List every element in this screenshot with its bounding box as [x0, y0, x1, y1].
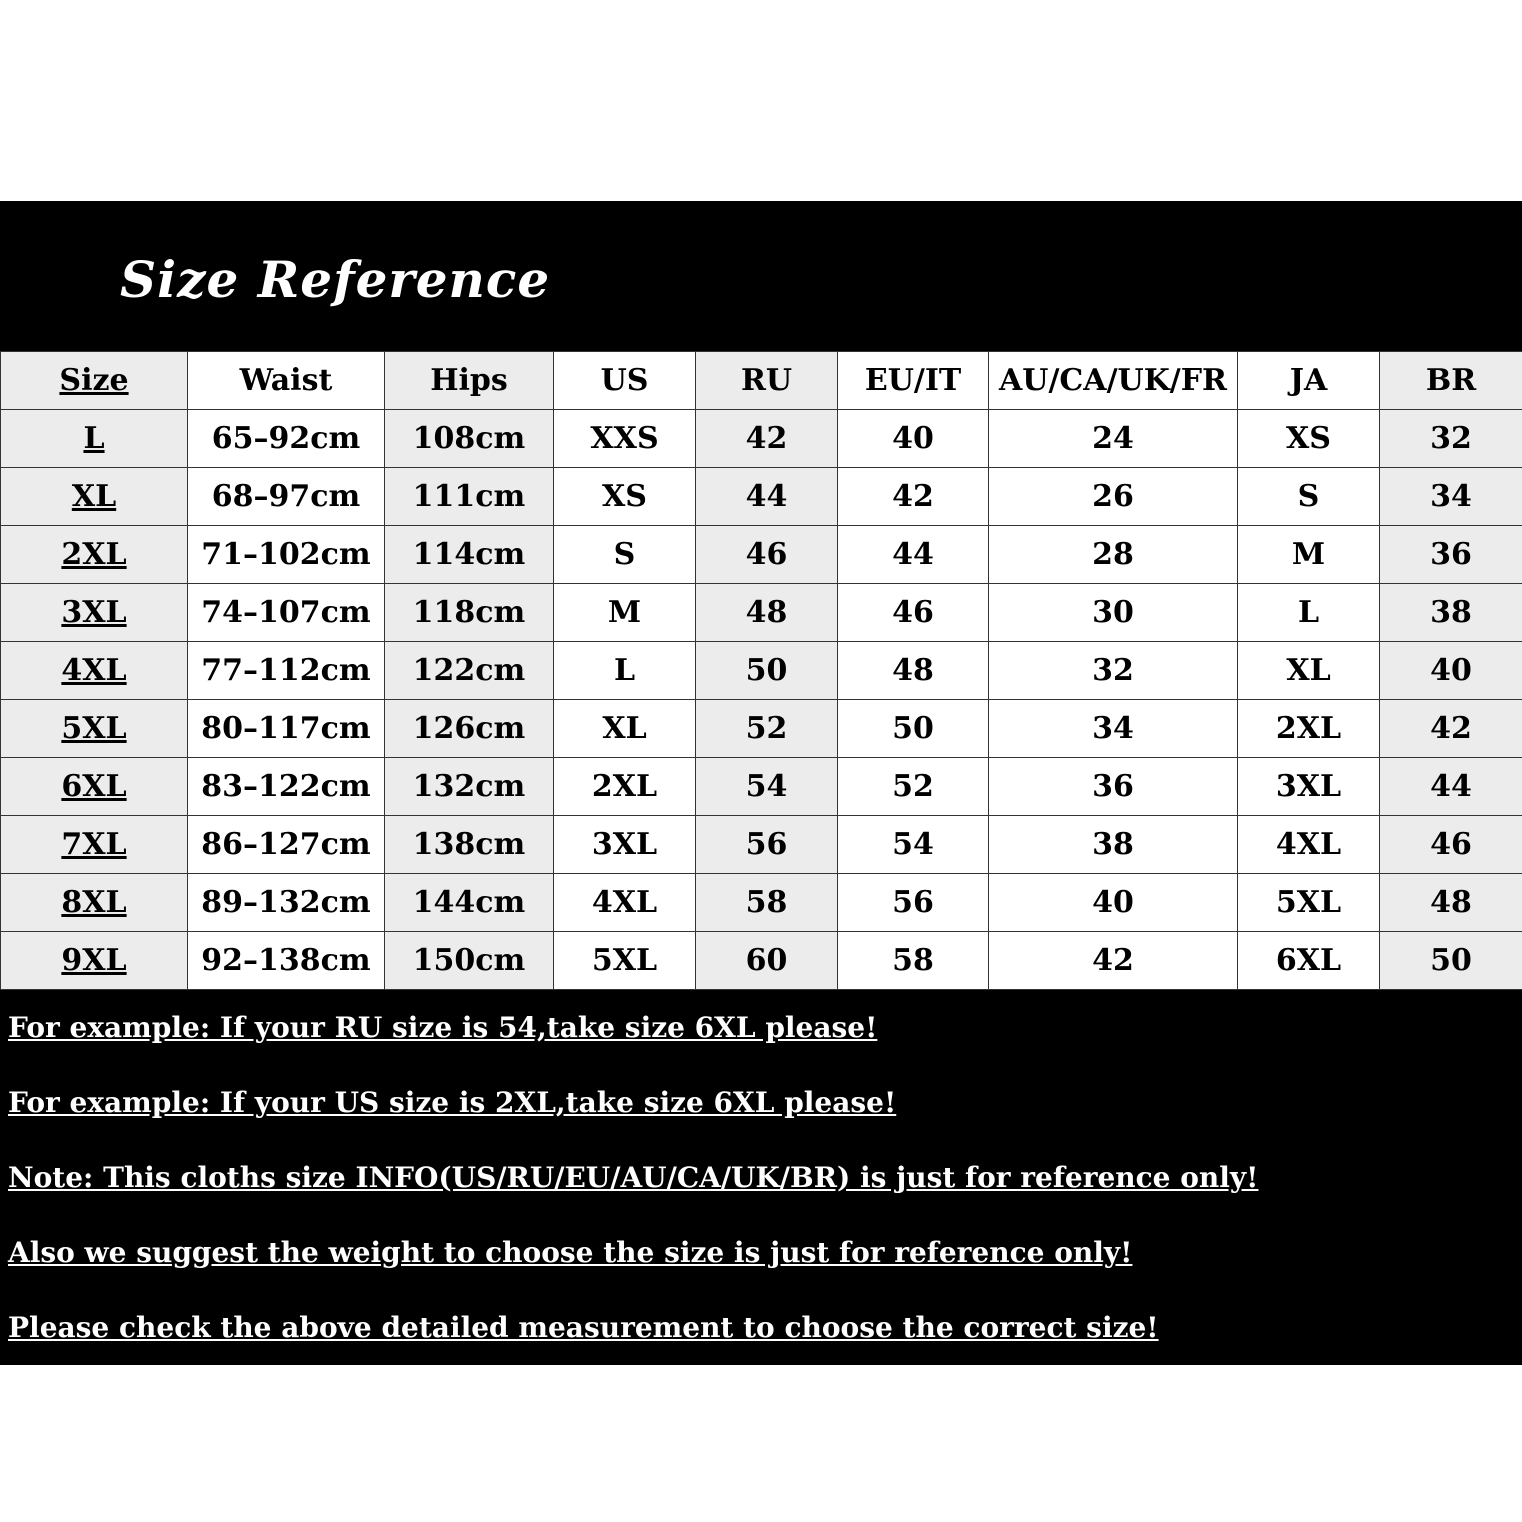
cell-br: 34 — [1380, 468, 1522, 526]
cell-au-ca-uk-fr: 32 — [989, 642, 1238, 700]
cell-hips: 132cm — [385, 758, 554, 816]
note-us-example: For example: If your US size is 2XL,take size 6XL please! — [8, 1086, 897, 1119]
cell-ru: 56 — [696, 816, 838, 874]
table-row — [1, 700, 1522, 758]
cell-size: 9XL — [1, 932, 188, 990]
cell-br: 50 — [1380, 932, 1522, 990]
table-row — [1, 932, 1522, 990]
cell-ja: 2XL — [1238, 700, 1380, 758]
cell-au-ca-uk-fr: 26 — [989, 468, 1238, 526]
cell-hips: 118cm — [385, 584, 554, 642]
cell-ja: 5XL — [1238, 874, 1380, 932]
cell-eu-it: 40 — [838, 410, 989, 468]
cell-waist: 65–92cm — [188, 410, 385, 468]
note-ru-example: For example: If your RU size is 54,take size 6XL please! — [8, 1011, 878, 1044]
cell-eu-it: 48 — [838, 642, 989, 700]
cell-waist: 77–112cm — [188, 642, 385, 700]
cell-hips: 138cm — [385, 816, 554, 874]
cell-size: 3XL — [1, 584, 188, 642]
header-waist: Waist — [188, 352, 385, 410]
cell-ru: 48 — [696, 584, 838, 642]
notes-list — [8, 1006, 1508, 1381]
cell-us: XS — [554, 468, 696, 526]
header-ru: RU — [696, 352, 838, 410]
cell-eu-it: 46 — [838, 584, 989, 642]
cell-eu-it: 56 — [838, 874, 989, 932]
cell-us: XXS — [554, 410, 696, 468]
cell-size: 4XL — [1, 642, 188, 700]
cell-ru: 54 — [696, 758, 838, 816]
cell-size: 8XL — [1, 874, 188, 932]
cell-au-ca-uk-fr: 36 — [989, 758, 1238, 816]
cell-waist: 80–117cm — [188, 700, 385, 758]
table-row — [1, 410, 1522, 468]
cell-us: S — [554, 526, 696, 584]
cell-ja: M — [1238, 526, 1380, 584]
cell-size: 7XL — [1, 816, 188, 874]
cell-size: XL — [1, 468, 188, 526]
cell-au-ca-uk-fr: 38 — [989, 816, 1238, 874]
cell-br: 48 — [1380, 874, 1522, 932]
page-title: Size Reference — [120, 250, 551, 309]
cell-size: 5XL — [1, 700, 188, 758]
cell-au-ca-uk-fr: 34 — [989, 700, 1238, 758]
cell-hips: 114cm — [385, 526, 554, 584]
cell-au-ca-uk-fr: 30 — [989, 584, 1238, 642]
cell-us: XL — [554, 700, 696, 758]
cell-us: 3XL — [554, 816, 696, 874]
cell-au-ca-uk-fr: 24 — [989, 410, 1238, 468]
table-row — [1, 526, 1522, 584]
cell-size: 6XL — [1, 758, 188, 816]
cell-ru: 42 — [696, 410, 838, 468]
table-row — [1, 816, 1522, 874]
cell-hips: 122cm — [385, 642, 554, 700]
cell-hips: 108cm — [385, 410, 554, 468]
cell-ja: S — [1238, 468, 1380, 526]
cell-eu-it: 58 — [838, 932, 989, 990]
cell-ja: XS — [1238, 410, 1380, 468]
header-size: Size — [1, 352, 188, 410]
cell-ja: 3XL — [1238, 758, 1380, 816]
cell-ru: 44 — [696, 468, 838, 526]
cell-hips: 111cm — [385, 468, 554, 526]
cell-waist: 83–122cm — [188, 758, 385, 816]
cell-ru: 58 — [696, 874, 838, 932]
cell-br: 44 — [1380, 758, 1522, 816]
cell-waist: 74–107cm — [188, 584, 385, 642]
cell-us: 5XL — [554, 932, 696, 990]
cell-br: 40 — [1380, 642, 1522, 700]
cell-waist: 89–132cm — [188, 874, 385, 932]
table-row — [1, 584, 1522, 642]
cell-us: L — [554, 642, 696, 700]
cell-br: 38 — [1380, 584, 1522, 642]
cell-waist: 68–97cm — [188, 468, 385, 526]
cell-ja: XL — [1238, 642, 1380, 700]
cell-br: 32 — [1380, 410, 1522, 468]
cell-br: 36 — [1380, 526, 1522, 584]
cell-ru: 60 — [696, 932, 838, 990]
cell-au-ca-uk-fr: 28 — [989, 526, 1238, 584]
header-ja: JA — [1238, 352, 1380, 410]
cell-hips: 150cm — [385, 932, 554, 990]
table-row — [1, 642, 1522, 700]
table-row — [1, 874, 1522, 932]
cell-size: 2XL — [1, 526, 188, 584]
cell-au-ca-uk-fr: 42 — [989, 932, 1238, 990]
header-eu-it: EU/IT — [838, 352, 989, 410]
cell-br: 46 — [1380, 816, 1522, 874]
note-check-measurement: Please check the above detailed measurement to choose the correct size! — [8, 1311, 1159, 1344]
cell-ru: 46 — [696, 526, 838, 584]
cell-us: 2XL — [554, 758, 696, 816]
note-reference-only: Note: This cloths size INFO(US/RU/EU/AU/CA/UK/BR) is just for reference only! — [8, 1161, 1259, 1194]
cell-eu-it: 50 — [838, 700, 989, 758]
cell-ru: 52 — [696, 700, 838, 758]
cell-au-ca-uk-fr: 40 — [989, 874, 1238, 932]
cell-hips: 144cm — [385, 874, 554, 932]
table-row — [1, 758, 1522, 816]
cell-eu-it: 44 — [838, 526, 989, 584]
cell-eu-it: 54 — [838, 816, 989, 874]
cell-waist: 92–138cm — [188, 932, 385, 990]
cell-ru: 50 — [696, 642, 838, 700]
cell-us: 4XL — [554, 874, 696, 932]
cell-waist: 71–102cm — [188, 526, 385, 584]
note-weight-suggestion: Also we suggest the weight to choose the size is just for reference only! — [8, 1236, 1133, 1269]
table-row — [1, 468, 1522, 526]
cell-us: M — [554, 584, 696, 642]
cell-ja: 4XL — [1238, 816, 1380, 874]
cell-waist: 86–127cm — [188, 816, 385, 874]
cell-eu-it: 52 — [838, 758, 989, 816]
cell-br: 42 — [1380, 700, 1522, 758]
cell-ja: L — [1238, 584, 1380, 642]
header-hips: Hips — [385, 352, 554, 410]
table-header-row — [1, 352, 1522, 410]
header-br: BR — [1380, 352, 1522, 410]
header-au-ca-uk-fr: AU/CA/UK/FR — [989, 352, 1238, 410]
table-body — [1, 352, 1522, 990]
cell-hips: 126cm — [385, 700, 554, 758]
cell-eu-it: 42 — [838, 468, 989, 526]
cell-size: L — [1, 410, 188, 468]
cell-ja: 6XL — [1238, 932, 1380, 990]
size-table — [0, 351, 1522, 990]
header-us: US — [554, 352, 696, 410]
